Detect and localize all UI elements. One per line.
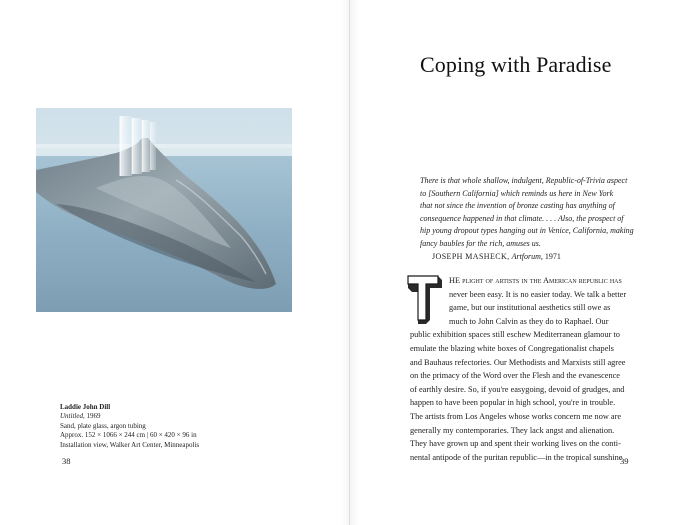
caption-artist: Laddie John Dill <box>60 403 111 411</box>
gutter-shadow <box>340 0 360 525</box>
chapter-title: Coping with Paradise <box>420 51 612 77</box>
book-gutter <box>349 0 350 525</box>
photo-caption <box>60 403 290 450</box>
body-line <box>410 274 646 288</box>
body-line: emulate the blazing white boxes of Congregationalist chapels <box>410 343 614 353</box>
body-line: public exhibition spaces still eschew Mediterranean glamour to <box>410 330 620 340</box>
epigraph-attribution <box>432 252 561 261</box>
epigraph-line: consequence happened in that climate. . . . Also, the prospect of <box>420 213 624 223</box>
body-line: never been easy. It is no easier today. We talk a better <box>449 289 627 299</box>
epigraph-line: to [Southern California] which reminds us here in New York <box>420 188 614 198</box>
body-line: on the primacy of the Word over the Flesh and the evanescence <box>410 371 620 381</box>
body-line-text: HE plight of artists in the American republic has <box>449 276 622 285</box>
body-text <box>410 274 646 464</box>
body-line: of earthly desire. So, if you're easygoing, devoid of grudges, and <box>410 384 625 394</box>
body-line: much to John Calvin as they do to Raphael. Our <box>449 316 609 326</box>
installation-photo <box>36 108 292 312</box>
caption-title-line <box>60 412 290 421</box>
page-number-right: 39 <box>620 456 629 466</box>
body-line: game, but our institutional aesthetics still owe as <box>449 303 611 313</box>
body-line: nental antipode of the puritan republic—in the tropical sunshine <box>410 452 623 462</box>
drop-cap-letter: T <box>423 308 424 309</box>
page-number-left: 38 <box>62 456 71 466</box>
body-line: and Bauhaus refectories. Our Methodists and Marxists still agree <box>410 357 626 367</box>
epigraph <box>420 175 640 251</box>
caption-dimensions: Approx. 152 × 1066 × 244 cm | 60 × 420 × 96 in <box>60 431 197 440</box>
caption-year: , 1969 <box>82 412 101 421</box>
body-line: happen to have been popular in high school, you're in trouble. <box>410 398 616 408</box>
body-line: They have grown up and spent their working lives on the conti- <box>410 439 621 449</box>
caption-title: Untitled <box>60 412 83 421</box>
epigraph-line: fancy baubles for the rich, amuses us. <box>420 238 541 248</box>
caption-materials: Sand, plate glass, argon tubing <box>60 421 146 430</box>
epigraph-author: JOSEPH MASHECK, <box>432 252 510 261</box>
epigraph-year: , 1971 <box>540 252 561 261</box>
caption-location: Installation view, Walker Art Center, Minneapolis <box>60 440 200 449</box>
epigraph-source: Artforum <box>511 252 541 261</box>
body-line: The artists from Los Angeles whose works concern me now are <box>410 411 622 421</box>
epigraph-line: that not since the invention of bronze casting has anything of <box>420 201 615 211</box>
epigraph-line: There is that whole shallow, indulgent, Republic-of-Trivia aspect <box>420 176 628 185</box>
epigraph-line: hip young dropout types hanging out in Venice, California, making <box>420 226 634 236</box>
body-line: generally my contemporaries. They lack angst and alienation. <box>410 425 615 435</box>
